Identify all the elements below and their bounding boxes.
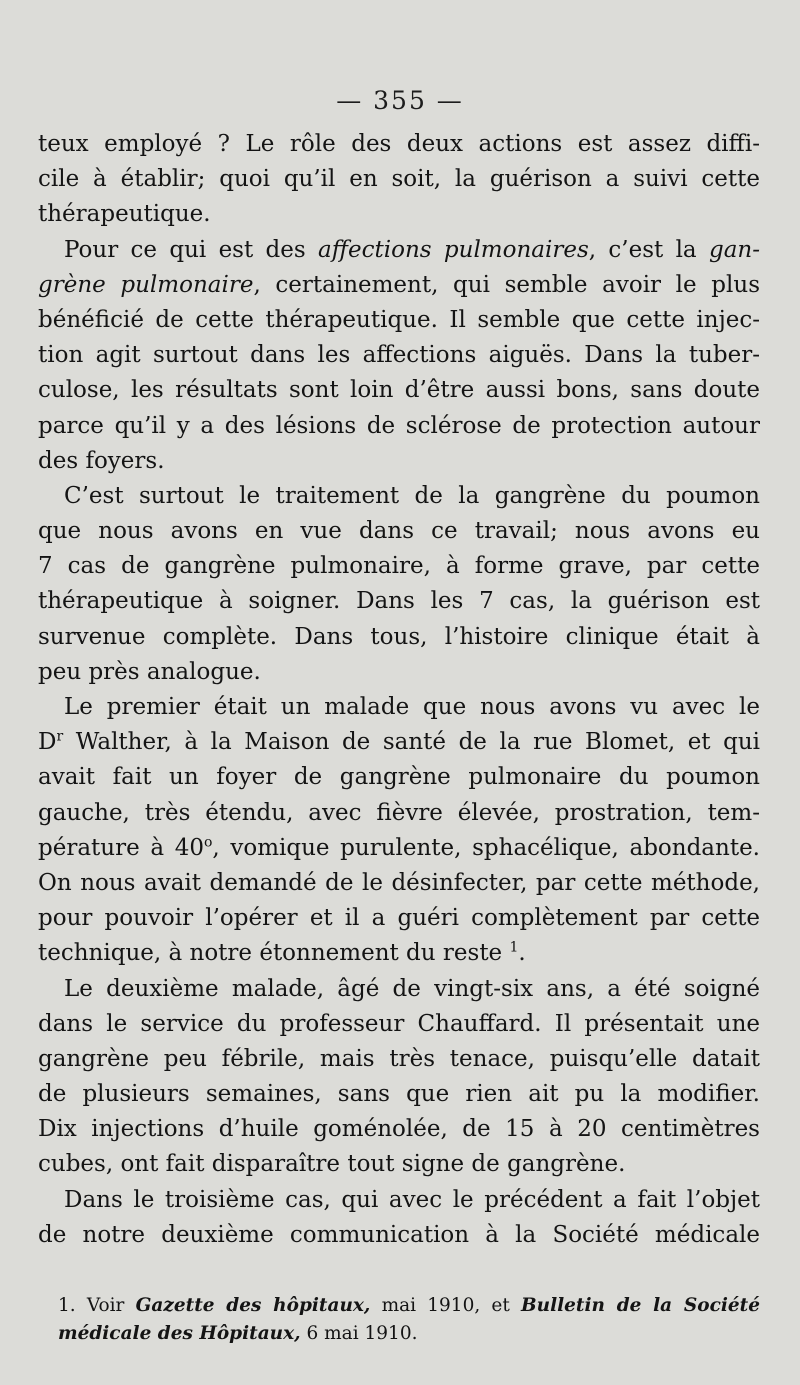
text-line: Dans le troisième cas, qui avec le précédent a fait l’objet [64,1186,760,1213]
text-line: Dix injections d’huile goménolée, de 15 à 20 centimètres [38,1116,760,1143]
page-body [38,127,760,1253]
text-line: bénéficié de cette thérapeutique. Il semble que cette injec- [38,306,760,333]
text-line: gauche, très étendu, avec fièvre élevée, prostration, tem- [38,799,760,826]
text-line: 7 cas de gangrène pulmonaire, à forme grave, par cette [38,553,760,580]
footnotes [58,1292,760,1348]
text-line: cubes, ont fait disparaître tout signe de gangrène. [38,1151,626,1178]
text-line: thérapeutique à soigner. Dans les 7 cas, la guérison est [38,588,760,615]
text-line: parce qu’il y a des lésions de sclérose de protection autour [38,412,760,439]
text-line: Le deuxième malade, âgé de vingt-six ans, a été soigné [64,975,760,1002]
text-line: On nous avait demandé de le désinfecter, par cette méthode, [38,869,760,896]
text-line: pour pouvoir l’opérer et il a guéri complètement par cette [38,905,760,932]
text-line: des foyers. [38,447,165,474]
text-line: pérature à 40$^o$, vomique purulente, sphacélique, abondante. [38,834,760,861]
text-line: Le premier était un malade que nous avons vu avec le [64,694,760,720]
text-line: de plusieurs semaines, sans que rien ait pu la modifier. [38,1081,760,1108]
text-line: de notre deuxième communication à la Société médicale [38,1221,760,1248]
page-number: — 355 — [336,86,464,115]
text-line: tion agit surtout dans les affections aiguës. Dans la tuber- [38,342,760,369]
footnote-line: médicale des Hôpitaux, 6 mai 1910. [58,1323,418,1344]
text-line: teux employé ? Le rôle des deux actions est assez diffi- [38,131,760,157]
text-line: technique, à notre étonnement du reste $^1$. [38,939,526,967]
text-line: culose, les résultats sont loin d’être aussi bons, sans doute [38,377,760,404]
text-line: avait fait un foyer de gangrène pulmonaire du poumon [38,764,760,791]
text-line: peu près analogue. [38,658,261,685]
footnote-ref: 1 [509,939,519,956]
text-line: $D^r$ Walther, à la Maison de santé de la rue Blomet, et qui [38,728,760,756]
text-line: grène pulmonaire, certainement, qui semble avoir le plus [38,271,760,298]
text-line: cile à établir; quoi qu’il en soit, la guérison a suivi cette [38,166,760,193]
text-line: que nous avons en vue dans ce travail; nous avons eu [38,518,760,545]
footnote-line: 1. Voir Gazette des hôpitaux, mai 1910, et Bulletin de la Société [58,1295,760,1316]
text-line: C’est surtout le traitement de la gangrène du poumon [64,482,760,509]
text-line: dans le service du professeur Chauffard. Il présentait une [38,1010,760,1037]
text-line: Pour ce qui est des affections pulmonaires, c’est la gan- [64,236,760,263]
text-line: thérapeutique. [38,201,211,228]
text-line: survenue complète. Dans tous, l’histoire clinique était à [38,623,760,650]
text-line: gangrène peu fébrile, mais très tenace, puisqu’elle datait [38,1045,760,1072]
